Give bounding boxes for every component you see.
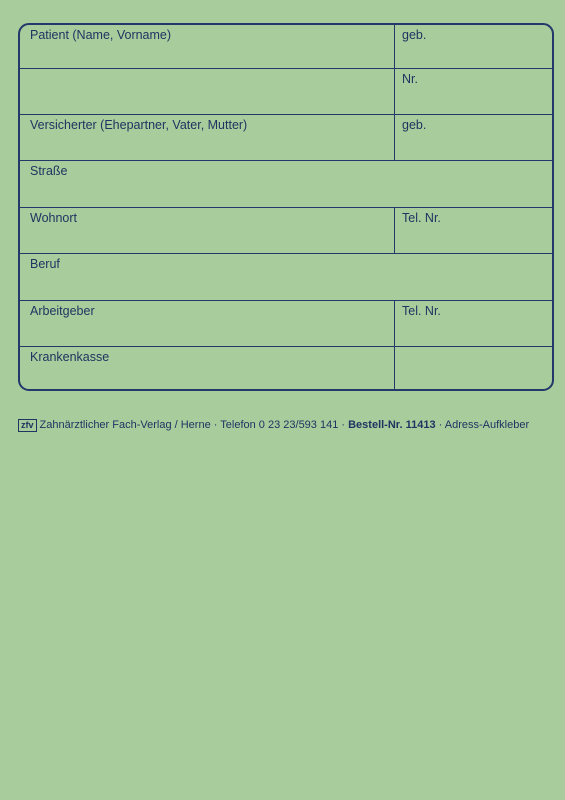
patient-name-field[interactable] <box>20 25 394 68</box>
insurance-number-field[interactable] <box>394 69 552 114</box>
employer-label: Arbeitgeber <box>30 304 95 318</box>
insured-birthdate-field[interactable] <box>394 115 552 160</box>
order-number: Bestell-Nr. 11413 <box>348 419 436 431</box>
publisher-footer <box>18 418 529 432</box>
health-insurance-extra-field[interactable] <box>394 347 552 391</box>
insured-birthdate-label: geb. <box>402 118 427 132</box>
publisher-info: Zahnärztlicher Fach-Verlag / Herne · Telefon 0 23 23/593 141 · <box>39 419 346 431</box>
patient-birthdate-label: geb. <box>402 28 427 42</box>
product-name: · Adress-Aufkleber <box>438 419 530 431</box>
insurance-number-label: Nr. <box>402 72 418 86</box>
occupation-field[interactable] <box>20 254 552 300</box>
form-row-employer <box>20 301 552 347</box>
form-row-number <box>20 69 552 115</box>
employer-phone-field[interactable] <box>394 301 552 346</box>
patient-name-continuation-field[interactable] <box>20 69 394 114</box>
insured-person-field[interactable] <box>20 115 394 160</box>
form-row-patient <box>20 25 552 69</box>
street-label: Straße <box>30 164 68 178</box>
health-insurance-field[interactable] <box>20 347 394 391</box>
street-field[interactable] <box>20 161 552 207</box>
residence-label: Wohnort <box>30 211 78 225</box>
residence-phone-label: Tel. Nr. <box>402 211 441 225</box>
health-insurance-label: Krankenkasse <box>30 350 110 364</box>
form-row-health-insurance <box>20 347 552 391</box>
patient-name-label: Patient (Name, Vorname) <box>30 28 172 42</box>
zfv-logo: zfv <box>18 419 37 432</box>
form-row-insured <box>20 115 552 161</box>
employer-phone-label: Tel. Nr. <box>402 304 441 318</box>
residence-field[interactable] <box>20 208 394 253</box>
form-row-street <box>20 161 552 208</box>
residence-phone-field[interactable] <box>394 208 552 253</box>
patient-birthdate-field[interactable] <box>394 25 552 68</box>
form-row-occupation <box>20 254 552 301</box>
form-row-residence <box>20 208 552 254</box>
address-label-form <box>18 23 554 391</box>
insured-person-label: Versicherter (Ehepartner, Vater, Mutter) <box>30 118 248 132</box>
employer-field[interactable] <box>20 301 394 346</box>
occupation-label: Beruf <box>30 257 60 271</box>
